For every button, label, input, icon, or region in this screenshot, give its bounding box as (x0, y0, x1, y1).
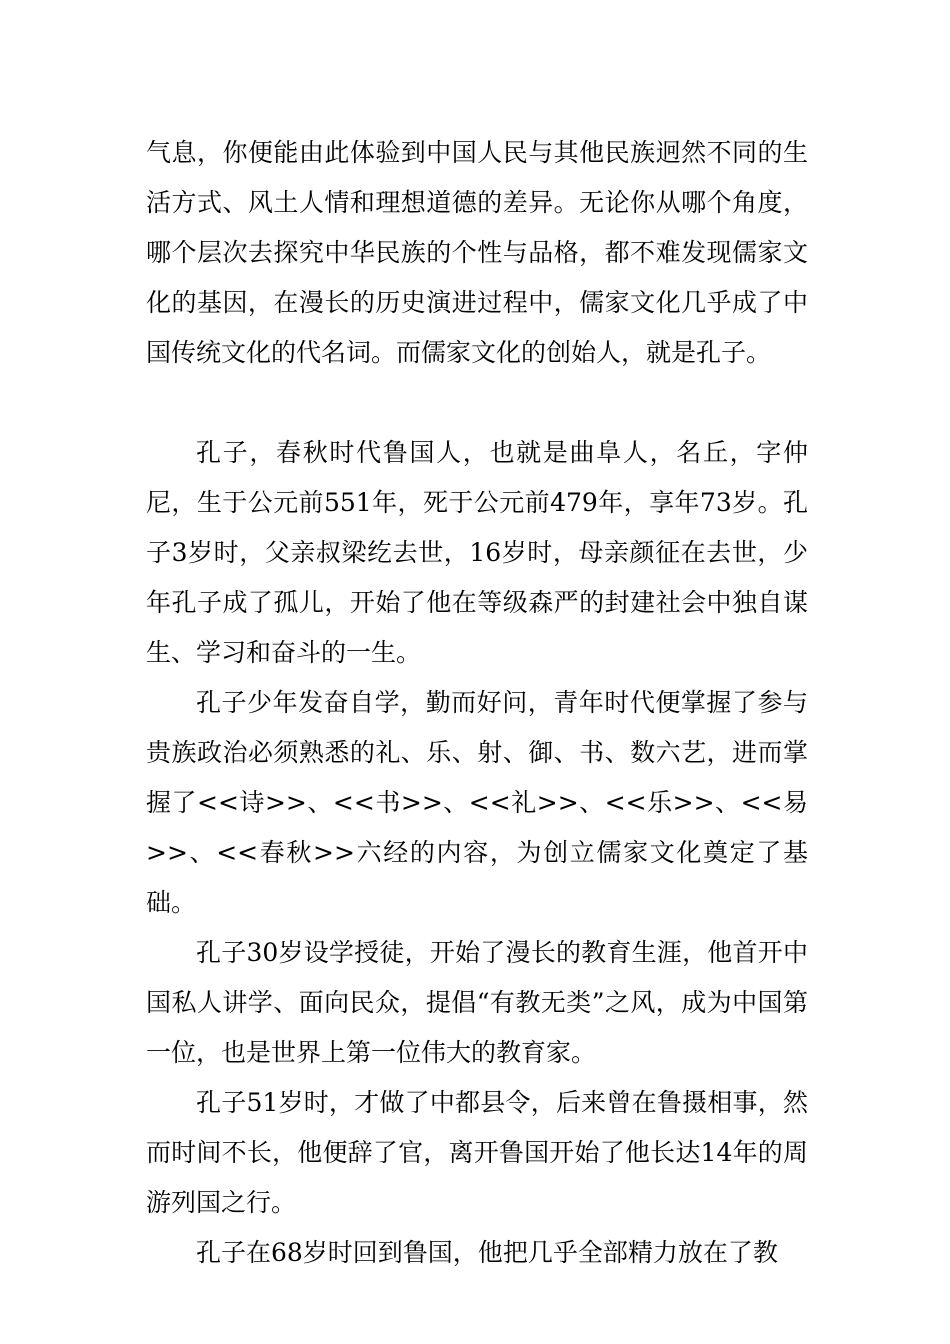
document-body (146, 128, 808, 1278)
paragraph-biography: 孔子，春秋时代鲁国人，也就是曲阜人，名丘，字仲尼，生于公元前551年，死于公元前479年，享年73岁。孔子3岁时，父亲叔梁纥去世，16岁时，母亲颜征在去世，少年孔子成了孤儿，开始了他在等级森严的封建社会中独自谋生、学习和奋斗的一生。 (146, 438, 808, 667)
paragraph-teaching: 孔子30岁设学授徒，开始了漫长的教育生涯，他首开中国私人讲学、面向民众，提倡“有教无类”之风，成为中国第一位，也是世界上第一位伟大的教育家。 (146, 938, 808, 1067)
paragraph-return-to-lu: 孔子在68岁时回到鲁国，他把几乎全部精力放在了教 (196, 1238, 778, 1267)
paragraph-intro-continuation: 气息，你便能由此体验到中国人民与其他民族迥然不同的生活方式、风土人情和理想道德的差异。无论你从哪个角度，哪个层次去探究中华民族的个性与品格，都不难发现儒家文化的基因，在漫长的历史演进过程中，儒家文化几乎成了中国传统文化的代名词。而儒家文化的创始人，就是孔子。 (146, 138, 808, 367)
paragraph-official-career: 孔子51岁时，才做了中都县令，后来曾在鲁摄相事，然而时间不长，他便辞了官，离开鲁国开始了他长达14年的周游列国之行。 (146, 1088, 808, 1217)
paragraph-spacer (146, 378, 808, 428)
paragraph-self-study: 孔子少年发奋自学，勤而好问，青年时代便掌握了参与贵族政治必须熟悉的礼、乐、射、御、书、数六艺，进而掌握了<<诗>>、<<书>>、<<礼>>、<<乐>>、<<易>>、<<春秋>>六经的内容，为创立儒家文化奠定了基础。 (146, 688, 808, 917)
